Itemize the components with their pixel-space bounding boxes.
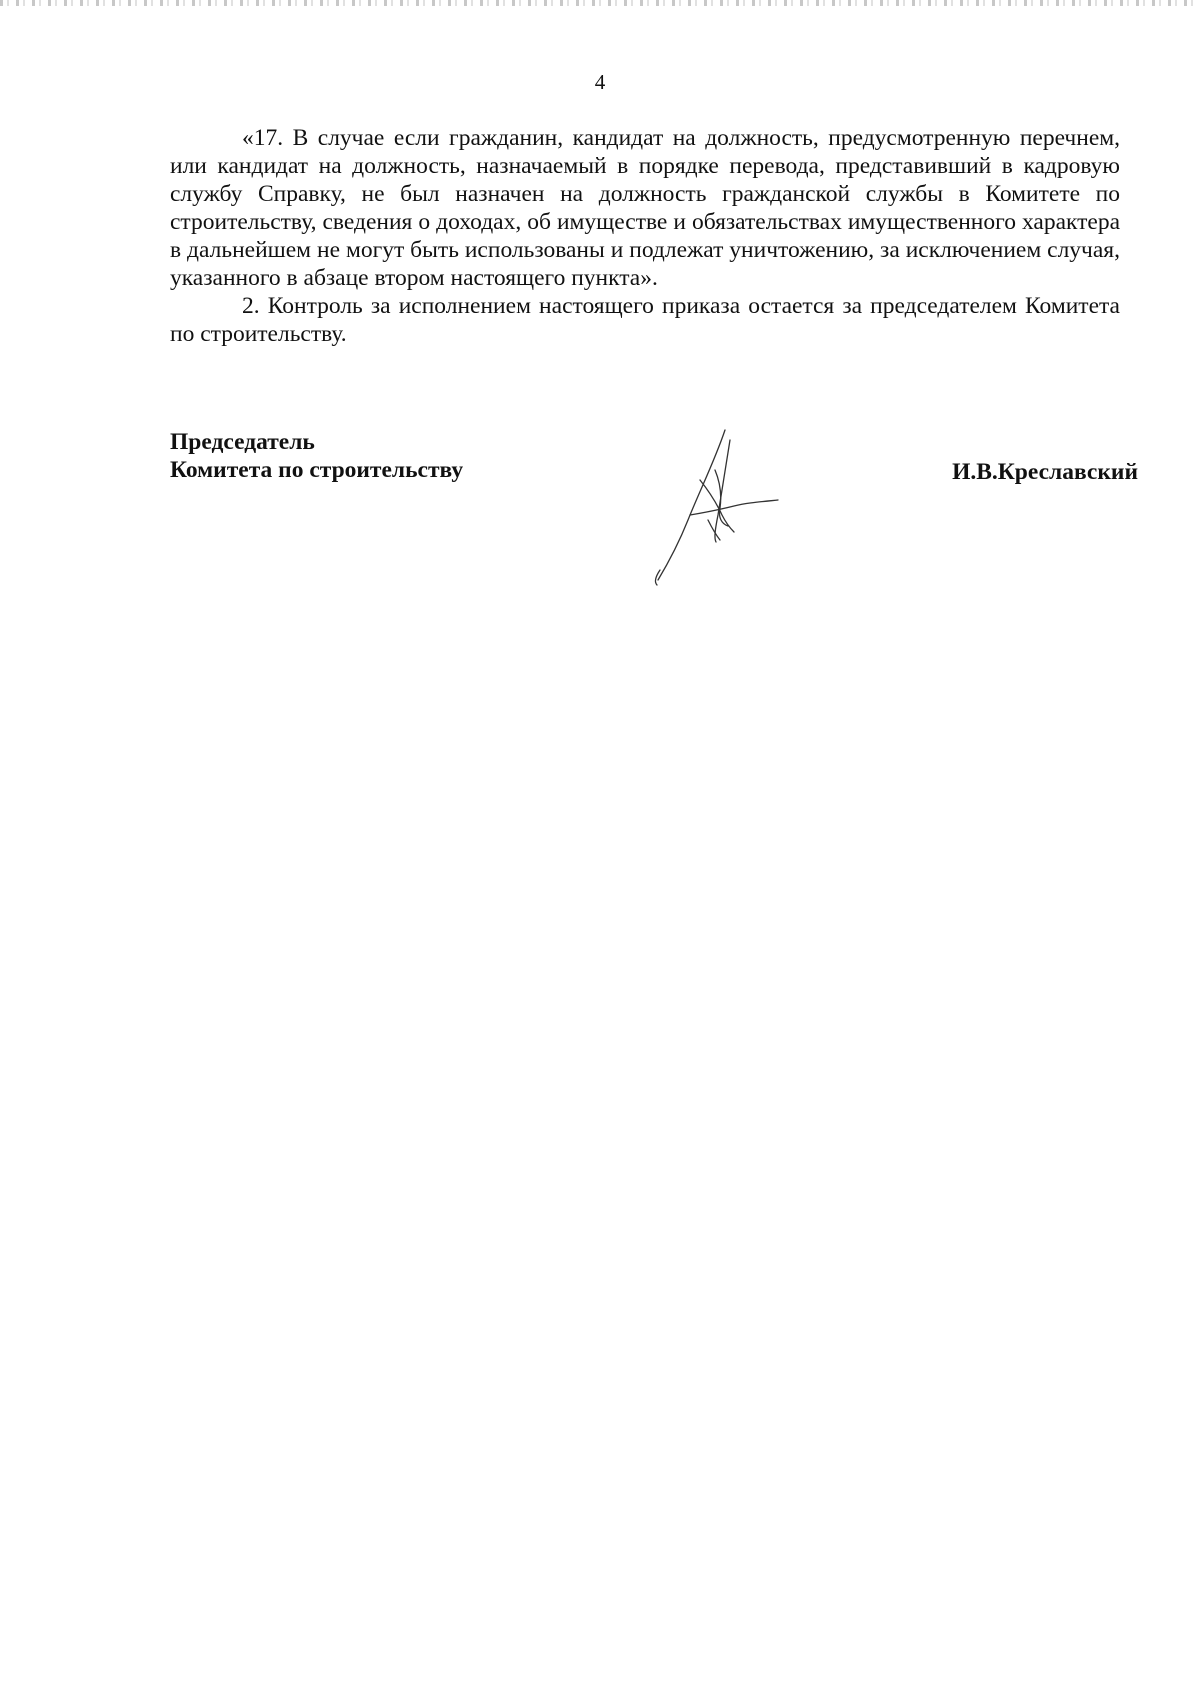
signatory-position	[170, 428, 463, 484]
signer-name: И.В.Креславский	[952, 459, 1138, 485]
scan-edge-artifact	[0, 0, 1200, 6]
page-number: 4	[594, 70, 606, 94]
position-organization: Комитета по строительству	[170, 457, 464, 483]
paragraph-17: «17. В случае если гражданин, кандидат на должность, предусмотренную перечнем, или кандидат на должность, назначаемый в порядке перевода, представивший в кадровую службу Справку, не был назначен на должность гражданской службы в Комитете по строительству, сведения о доходах, об имуществе и обязательствах имущественного характера в дальнейшем не могут быть использованы и подлежат уничтожению, за исключением случая, указанного в абзаце втором настоящего пункта».	[170, 125, 1120, 291]
position-title: Председатель	[170, 429, 315, 455]
document-body	[170, 124, 1120, 348]
paragraph-2: 2. Контроль за исполнением настоящего приказа остается за председателем Комитета по строительству.	[170, 293, 1120, 347]
handwritten-signature	[630, 420, 800, 590]
